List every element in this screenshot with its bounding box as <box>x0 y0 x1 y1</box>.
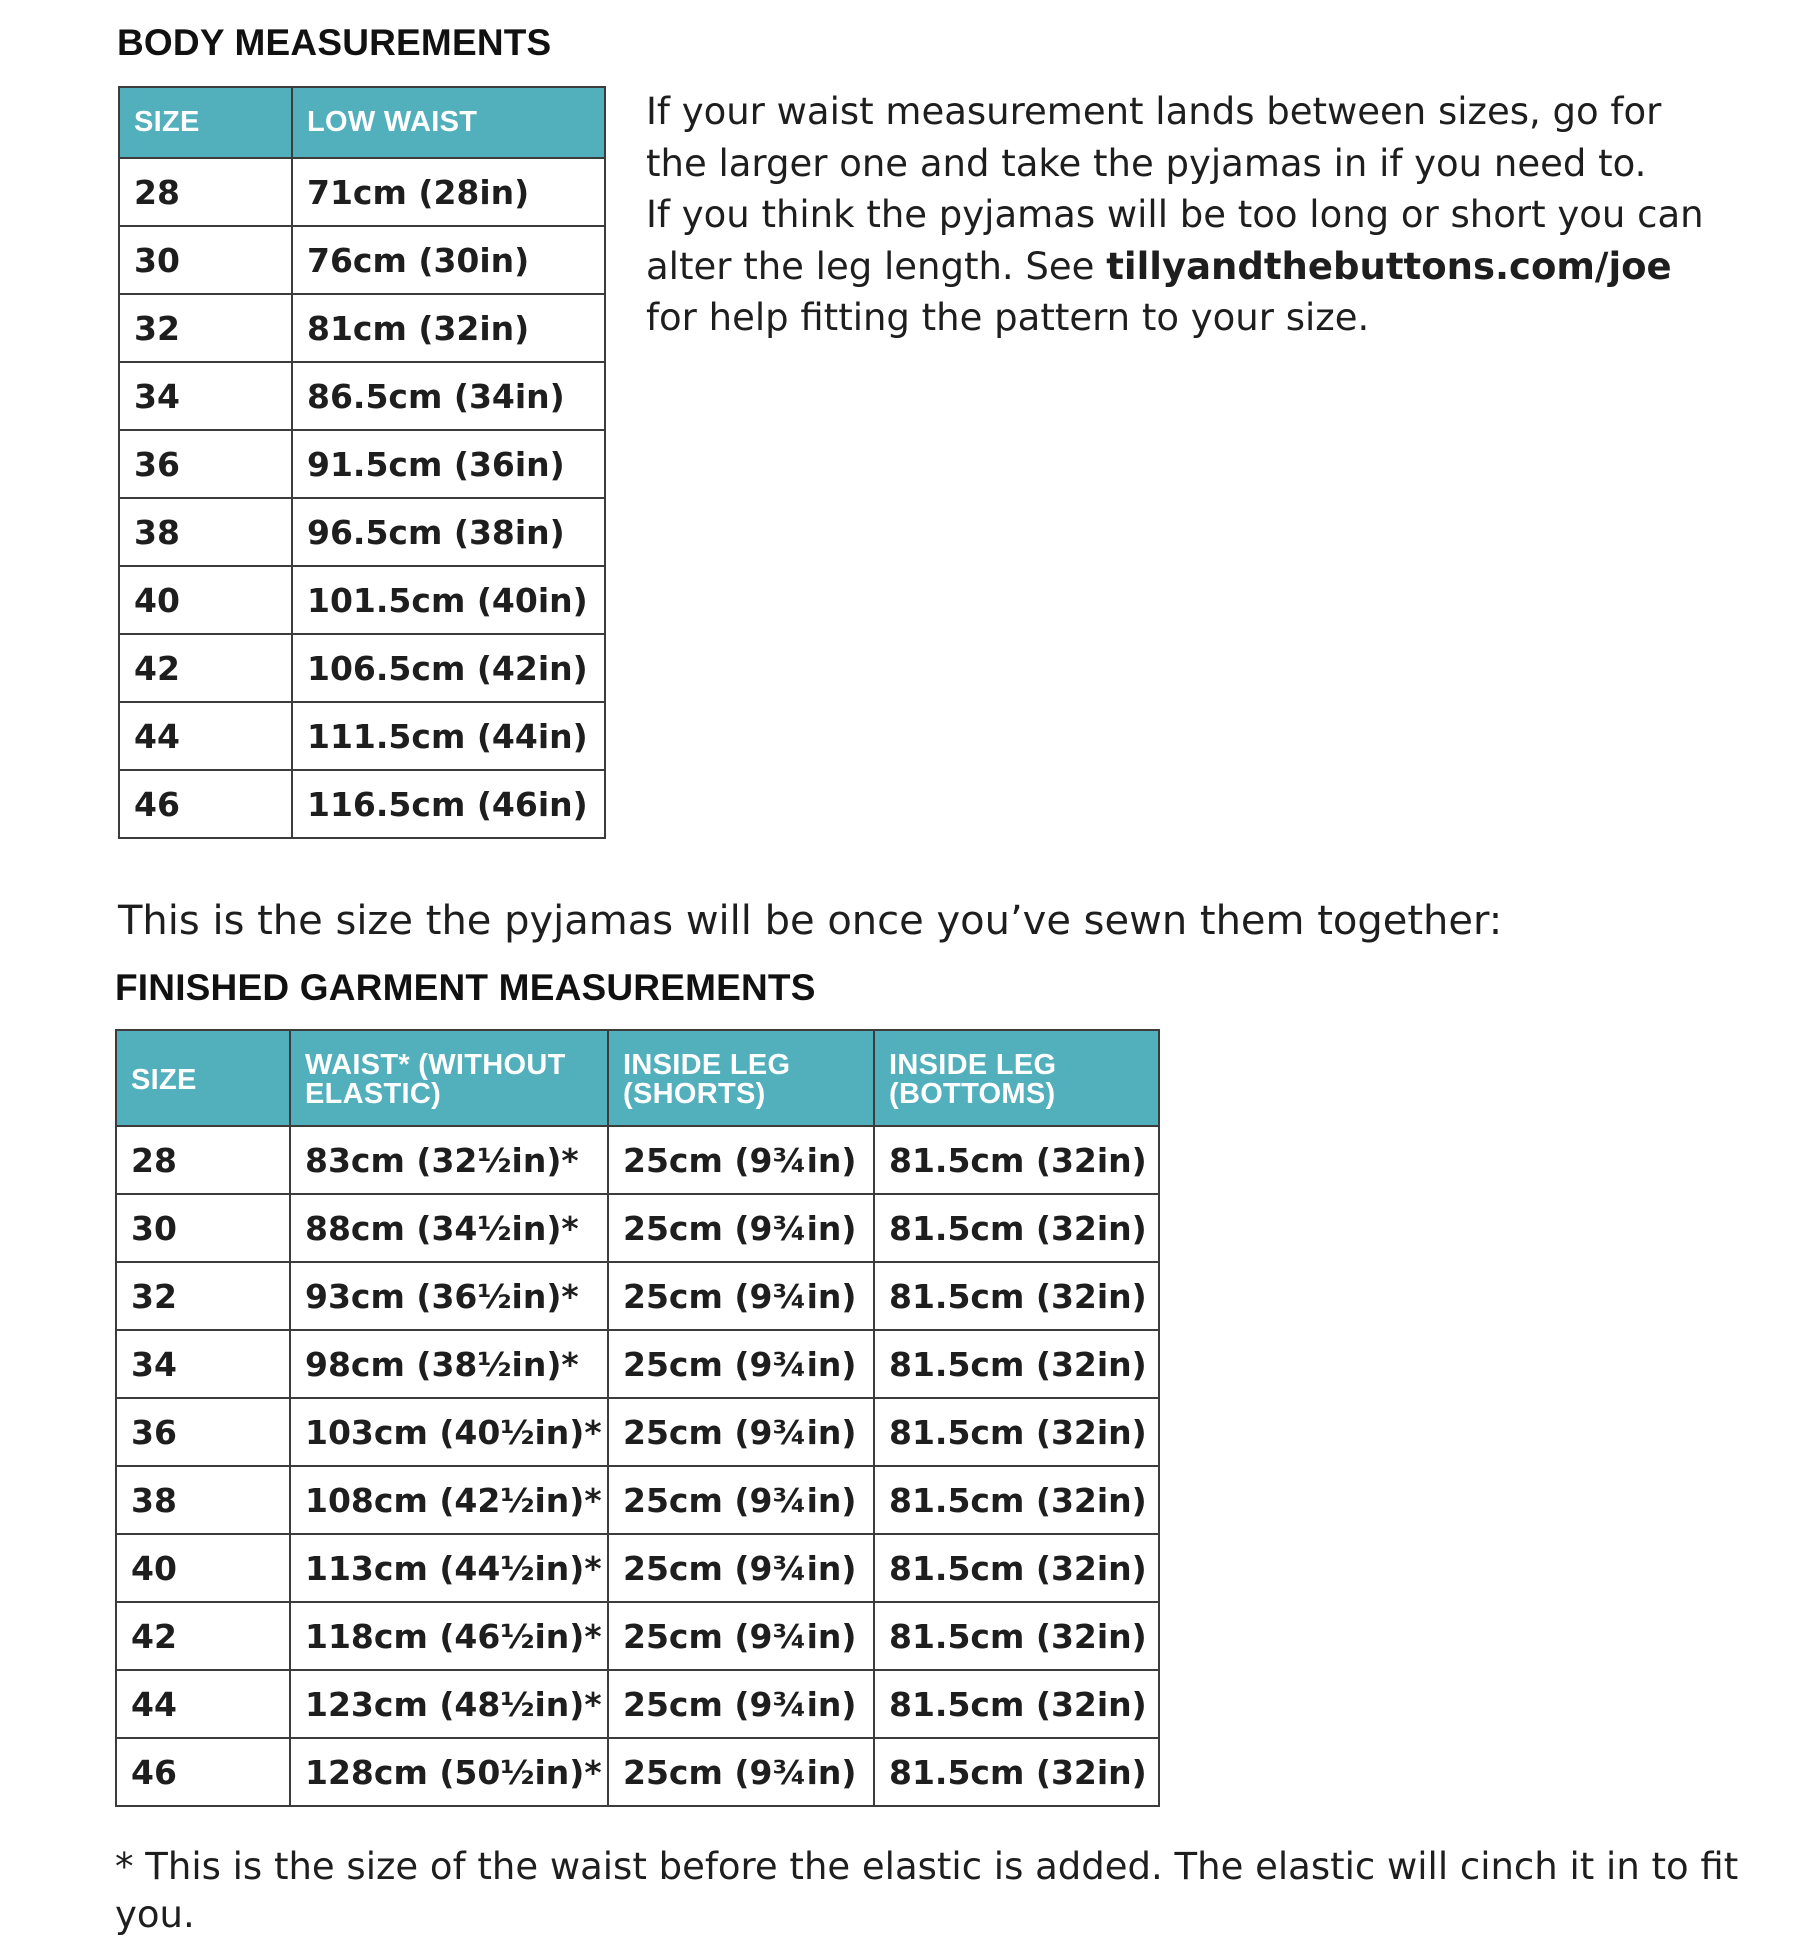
table-row <box>119 702 605 770</box>
inside-leg-bottoms-cell: 81.5cm (32in) <box>874 1738 1159 1806</box>
low-waist-cell: 86.5cm (34in) <box>292 362 605 430</box>
inside-leg-bottoms-cell: 81.5cm (32in) <box>874 1534 1159 1602</box>
inside-leg-shorts-cell: 25cm (9¾in) <box>608 1466 874 1534</box>
note-line: for help fitting the pattern to your size. <box>646 296 1370 339</box>
size-cell: 28 <box>119 158 292 226</box>
finished-garment-table <box>115 1029 1160 1807</box>
size-cell: 38 <box>119 498 292 566</box>
low-waist-cell: 116.5cm (46in) <box>292 770 605 838</box>
low-waist-cell: 81cm (32in) <box>292 294 605 362</box>
body-measurements-heading: BODY MEASUREMENTS <box>117 22 552 63</box>
column-header-low-waist: LOW WAIST <box>292 87 605 158</box>
inside-leg-shorts-cell: 25cm (9¾in) <box>608 1262 874 1330</box>
size-cell: 34 <box>116 1330 290 1398</box>
size-cell: 46 <box>119 770 292 838</box>
table-row <box>119 634 605 702</box>
finished-garment-heading: FINISHED GARMENT MEASUREMENTS <box>115 967 816 1008</box>
inside-leg-bottoms-cell: 81.5cm (32in) <box>874 1194 1159 1262</box>
table-row <box>119 158 605 226</box>
waist-cell: 113cm (44½in)* <box>290 1534 608 1602</box>
inside-leg-bottoms-cell: 81.5cm (32in) <box>874 1466 1159 1534</box>
table-row <box>119 498 605 566</box>
table-row <box>116 1534 1159 1602</box>
waist-cell: 103cm (40½in)* <box>290 1398 608 1466</box>
size-cell: 42 <box>116 1602 290 1670</box>
note-line: If you think the pyjamas will be too long or short you can <box>646 193 1704 236</box>
low-waist-cell: 96.5cm (38in) <box>292 498 605 566</box>
waist-cell: 93cm (36½in)* <box>290 1262 608 1330</box>
column-header-size: SIZE <box>119 87 292 158</box>
waist-cell: 98cm (38½in)* <box>290 1330 608 1398</box>
table-row <box>116 1330 1159 1398</box>
inside-leg-shorts-cell: 25cm (9¾in) <box>608 1398 874 1466</box>
inside-leg-shorts-cell: 25cm (9¾in) <box>608 1738 874 1806</box>
column-header-inside-leg-shorts: INSIDE LEG (SHORTS) <box>608 1030 874 1126</box>
table-row <box>119 294 605 362</box>
table-row <box>116 1602 1159 1670</box>
inside-leg-bottoms-cell: 81.5cm (32in) <box>874 1330 1159 1398</box>
inside-leg-shorts-cell: 25cm (9¾in) <box>608 1534 874 1602</box>
waist-cell: 118cm (46½in)* <box>290 1602 608 1670</box>
size-cell: 38 <box>116 1466 290 1534</box>
finished-intro-text: This is the size the pyjamas will be once you’ve sewn them together: <box>118 898 1503 944</box>
inside-leg-bottoms-cell: 81.5cm (32in) <box>874 1262 1159 1330</box>
inside-leg-shorts-cell: 25cm (9¾in) <box>608 1670 874 1738</box>
low-waist-cell: 106.5cm (42in) <box>292 634 605 702</box>
column-header-size: SIZE <box>116 1030 290 1126</box>
waist-cell: 83cm (32½in)* <box>290 1126 608 1194</box>
body-measurements-rows <box>119 158 605 838</box>
inside-leg-bottoms-cell: 81.5cm (32in) <box>874 1398 1159 1466</box>
note-line-prefix: alter the leg length. See <box>646 244 1107 288</box>
column-header-inside-leg-bottoms: INSIDE LEG (BOTTOMS) <box>874 1030 1159 1126</box>
waist-footnote: * This is the size of the waist before the elastic is added. The elastic will cinch it in to fit you. <box>115 1845 1739 1936</box>
note-line: If your waist measurement lands between sizes, go for <box>646 90 1662 133</box>
table-row <box>116 1194 1159 1262</box>
waist-cell: 108cm (42½in)* <box>290 1466 608 1534</box>
table-header-row <box>119 87 605 158</box>
size-cell: 44 <box>119 702 292 770</box>
note-line <box>646 241 1766 293</box>
inside-leg-bottoms-cell: 81.5cm (32in) <box>874 1602 1159 1670</box>
waist-cell: 123cm (48½in)* <box>290 1670 608 1738</box>
size-cell: 36 <box>116 1398 290 1466</box>
sizing-advice-note <box>646 86 1766 344</box>
low-waist-cell: 111.5cm (44in) <box>292 702 605 770</box>
size-cell: 44 <box>116 1670 290 1738</box>
table-row <box>116 1670 1159 1738</box>
waist-cell: 88cm (34½in)* <box>290 1194 608 1262</box>
size-cell: 34 <box>119 362 292 430</box>
finished-garment-rows <box>116 1126 1159 1806</box>
inside-leg-bottoms-cell: 81.5cm (32in) <box>874 1126 1159 1194</box>
waist-cell: 128cm (50½in)* <box>290 1738 608 1806</box>
size-cell: 40 <box>116 1534 290 1602</box>
website-link[interactable]: tillyandthebuttons.com/joe <box>1106 244 1672 288</box>
size-cell: 40 <box>119 566 292 634</box>
table-row <box>116 1126 1159 1194</box>
table-row <box>119 362 605 430</box>
inside-leg-shorts-cell: 25cm (9¾in) <box>608 1194 874 1262</box>
low-waist-cell: 71cm (28in) <box>292 158 605 226</box>
low-waist-cell: 76cm (30in) <box>292 226 605 294</box>
low-waist-cell: 101.5cm (40in) <box>292 566 605 634</box>
table-row <box>116 1262 1159 1330</box>
table-row <box>116 1398 1159 1466</box>
inside-leg-shorts-cell: 25cm (9¾in) <box>608 1602 874 1670</box>
table-row <box>119 566 605 634</box>
size-cell: 46 <box>116 1738 290 1806</box>
table-header-row <box>116 1030 1159 1126</box>
body-measurements-table <box>118 86 606 839</box>
column-header-waist: WAIST* (WITHOUT ELASTIC) <box>290 1030 608 1126</box>
size-cell: 36 <box>119 430 292 498</box>
inside-leg-shorts-cell: 25cm (9¾in) <box>608 1330 874 1398</box>
table-row <box>119 430 605 498</box>
inside-leg-bottoms-cell: 81.5cm (32in) <box>874 1670 1159 1738</box>
size-cell: 28 <box>116 1126 290 1194</box>
size-cell: 30 <box>116 1194 290 1262</box>
table-row <box>116 1738 1159 1806</box>
size-cell: 42 <box>119 634 292 702</box>
low-waist-cell: 91.5cm (36in) <box>292 430 605 498</box>
table-row <box>116 1466 1159 1534</box>
size-cell: 32 <box>119 294 292 362</box>
inside-leg-shorts-cell: 25cm (9¾in) <box>608 1126 874 1194</box>
size-cell: 30 <box>119 226 292 294</box>
size-cell: 32 <box>116 1262 290 1330</box>
table-row <box>119 770 605 838</box>
table-row <box>119 226 605 294</box>
note-line: the larger one and take the pyjamas in if you need to. <box>646 141 1647 185</box>
